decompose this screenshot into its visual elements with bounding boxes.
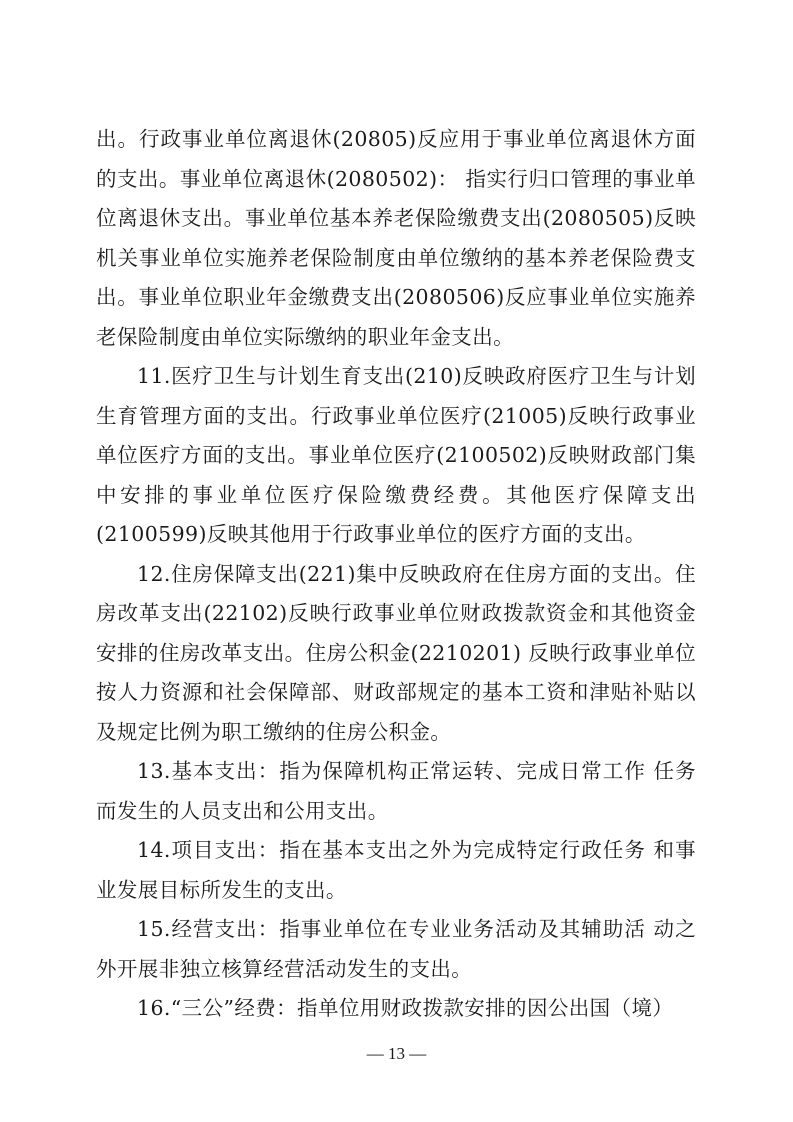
paragraph-item-16-three-public: 16.“三公”经费：指单位用财政拨款安排的因公出国（境） [137, 996, 674, 1020]
paragraph-item-14-project-expenditure: 14.项目支出：指在基本支出之外为完成特定行政任务 和事业发展目标所发生的支出。 [96, 838, 696, 902]
paragraph-retirement-continuation: 出。行政事业单位离退休(20805)反应用于事业单位离退休方面的支出。事业单位离退休(2080502)： 指实行归口管理的事业单位离退休支出。事业单位基本养老保险缴费支出(2080505)反映机关事业单位实施养老保险制度由单位缴纳的基本养老保险费支出。事业单位职业年金缴费支出(2080506)反应事业单位实施养老保险制度由单位实际缴纳的职业年金支出。 [96, 127, 696, 349]
paragraph-item-13-basic-expenditure: 13.基本支出：指为保障机构正常运转、完成日常工作 任务而发生的人员支出和公用支出。 [96, 759, 696, 823]
page-number: — 13 — [366, 1044, 427, 1063]
paragraph-item-15-operating-expenditure: 15.经营支出：指事业单位在专业业务活动及其辅助活 动之外开展非独立核算经营活动发生的支出。 [96, 917, 696, 981]
paragraph-item-12-housing: 12.住房保障支出(221)集中反映政府在住房方面的支出。住房改革支出(22102)反映行政事业单位财政拨款资金和其他资金安排的住房改革支出。住房公积金(2210201) 反映行政事业单位按人力资源和社会保障部、财政部规定的基本工资和津贴补贴以及规定比例为职工缴纳的住房公积金。 [96, 561, 696, 744]
paragraph-item-11-medical: 11.医疗卫生与计划生育支出(210)反映政府医疗卫生与计划生育管理方面的支出。行政事业单位医疗(21005)反映行政事业单位医疗方面的支出。事业单位医疗(2100502)反映财政部门集中安排的事业单位医疗保险缴费经费。其他医疗保障支出(2100599)反映其他用于行政事业单位的医疗方面的支出。 [96, 364, 696, 546]
document-body [96, 120, 696, 1029]
